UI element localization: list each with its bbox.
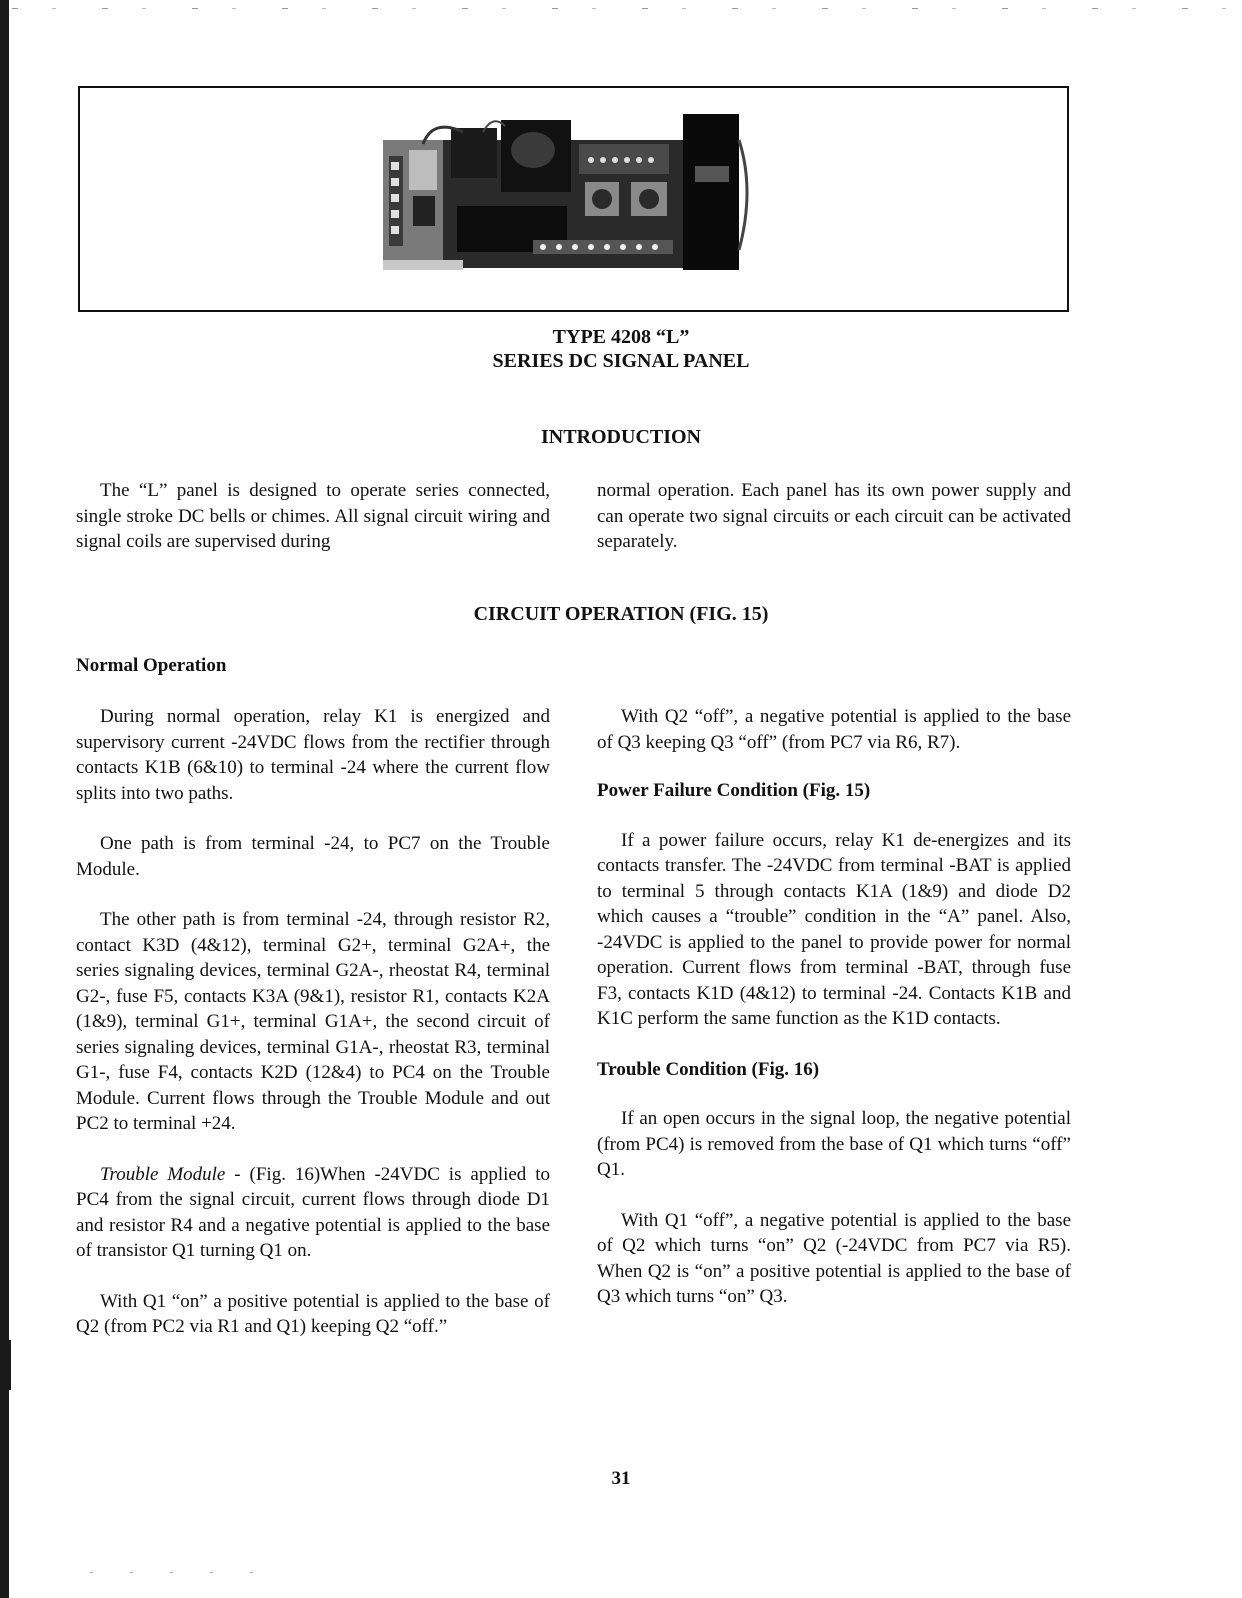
introduction-left-column (76, 478, 550, 555)
normal-operation-heading: Normal Operation (76, 655, 227, 676)
page-number: 31 (611, 1468, 631, 1489)
introduction-heading: INTRODUCTION (540, 426, 702, 448)
panel-series-title: SERIES DC SIGNAL PANEL (492, 350, 750, 372)
path-one-paragraph: One path is from terminal -24, to PC7 on the Trouble Module. (76, 833, 550, 880)
panel-type-title: TYPE 4208 “L” (552, 326, 690, 348)
trouble-condition-heading: Trouble Condition (Fig. 16) (597, 1058, 820, 1080)
power-failure-paragraph: If a power failure occurs, relay K1 de-energizes and its contacts transfer. The -24VDC from terminal -BAT is applied to terminal 5 through contacts K1A (1&9) and diode D2 which causes a “trouble” condition in the “A” panel. Also, -24VDC is applied to the panel to provide power for normal operation. Current flows from terminal -BAT, through fuse F3, contacts K1D (4&12) to terminal -24. Contacts K1B and K1C perform the same function as the K1D contacts. (597, 829, 1071, 1029)
scan-bottom-artifact (90, 1572, 290, 1573)
q1-on-paragraph: With Q1 “on” a positive potential is applied to the base of Q2 (from PC2 via R1 and Q1) keeping Q2 “off.” (76, 1290, 550, 1337)
signal-panel-photo (383, 110, 757, 270)
trouble-condition-paragraph: If an open occurs in the signal loop, the negative potential (from PC4) is removed from the base of Q1 which turns “off” Q1. (597, 1108, 1071, 1180)
circuit-operation-heading: CIRCUIT OPERATION (FIG. 15) (473, 603, 769, 625)
operation-right-column (597, 704, 1071, 1310)
scan-edge-notch (8, 1340, 11, 1390)
trouble-module-text: - (Fig. 16)When -24VDC is applied to PC4 from the signal circuit, current flows through diode D1 and resistor R4 and a negative potential is applied to the base of transistor Q1 turning Q1 on. (76, 1163, 550, 1261)
introduction-right-column (597, 478, 1071, 555)
trouble-module-label: Trouble Module (100, 1163, 226, 1185)
photo-frame (78, 86, 1069, 312)
scan-top-artifact (12, 8, 1242, 9)
q1-off-paragraph: With Q1 “off”, a negative potential is applied to the base of Q2 which turns “on” Q2 (-24VDC from PC7 via R5). When Q2 is “on” a positive potential is applied to the base of Q3 which turns “on” Q3. (597, 1209, 1071, 1307)
q2-off-paragraph: With Q2 “off”, a negative potential is applied to the base of Q3 keeping Q3 “off” (from PC7 via R6, R7). (597, 706, 1071, 753)
operation-left-column (76, 704, 550, 1365)
power-failure-heading: Power Failure Condition (Fig. 15) (597, 780, 871, 801)
trouble-module-paragraph (76, 1162, 550, 1264)
introduction-paragraph-left: The “L” panel is designed to operate series connected, single stroke DC bells or chimes. All signal circuit wiring and signal coils are supervised during (76, 480, 550, 552)
path-two-paragraph: The other path is from terminal -24, through resistor R2, contact K3D (4&12), terminal G2+, terminal G2A+, the series signaling devices, terminal G2A-, rheostat R4, terminal G2-, fuse F5, contacts K3A (9&1), resistor R1, contacts K2A (1&9), terminal G1+, terminal G1A+, the second circuit of series signaling devices, terminal G1A-, rheostat R3, terminal G1-, fuse F4, contacts K2D (12&4) to PC4 on the Trouble Module. Current flows through the Trouble Module and out PC2 to terminal +24. (76, 909, 550, 1134)
normal-operation-paragraph: During normal operation, relay K1 is energized and supervisory current -24VDC flows from the rectifier through contacts K1B (6&10) to terminal -24 where the current flow splits into two paths. (76, 706, 550, 804)
introduction-paragraph-right: normal operation. Each panel has its own power supply and can operate two signal circuits or each circuit can be activated separately. (597, 480, 1071, 552)
